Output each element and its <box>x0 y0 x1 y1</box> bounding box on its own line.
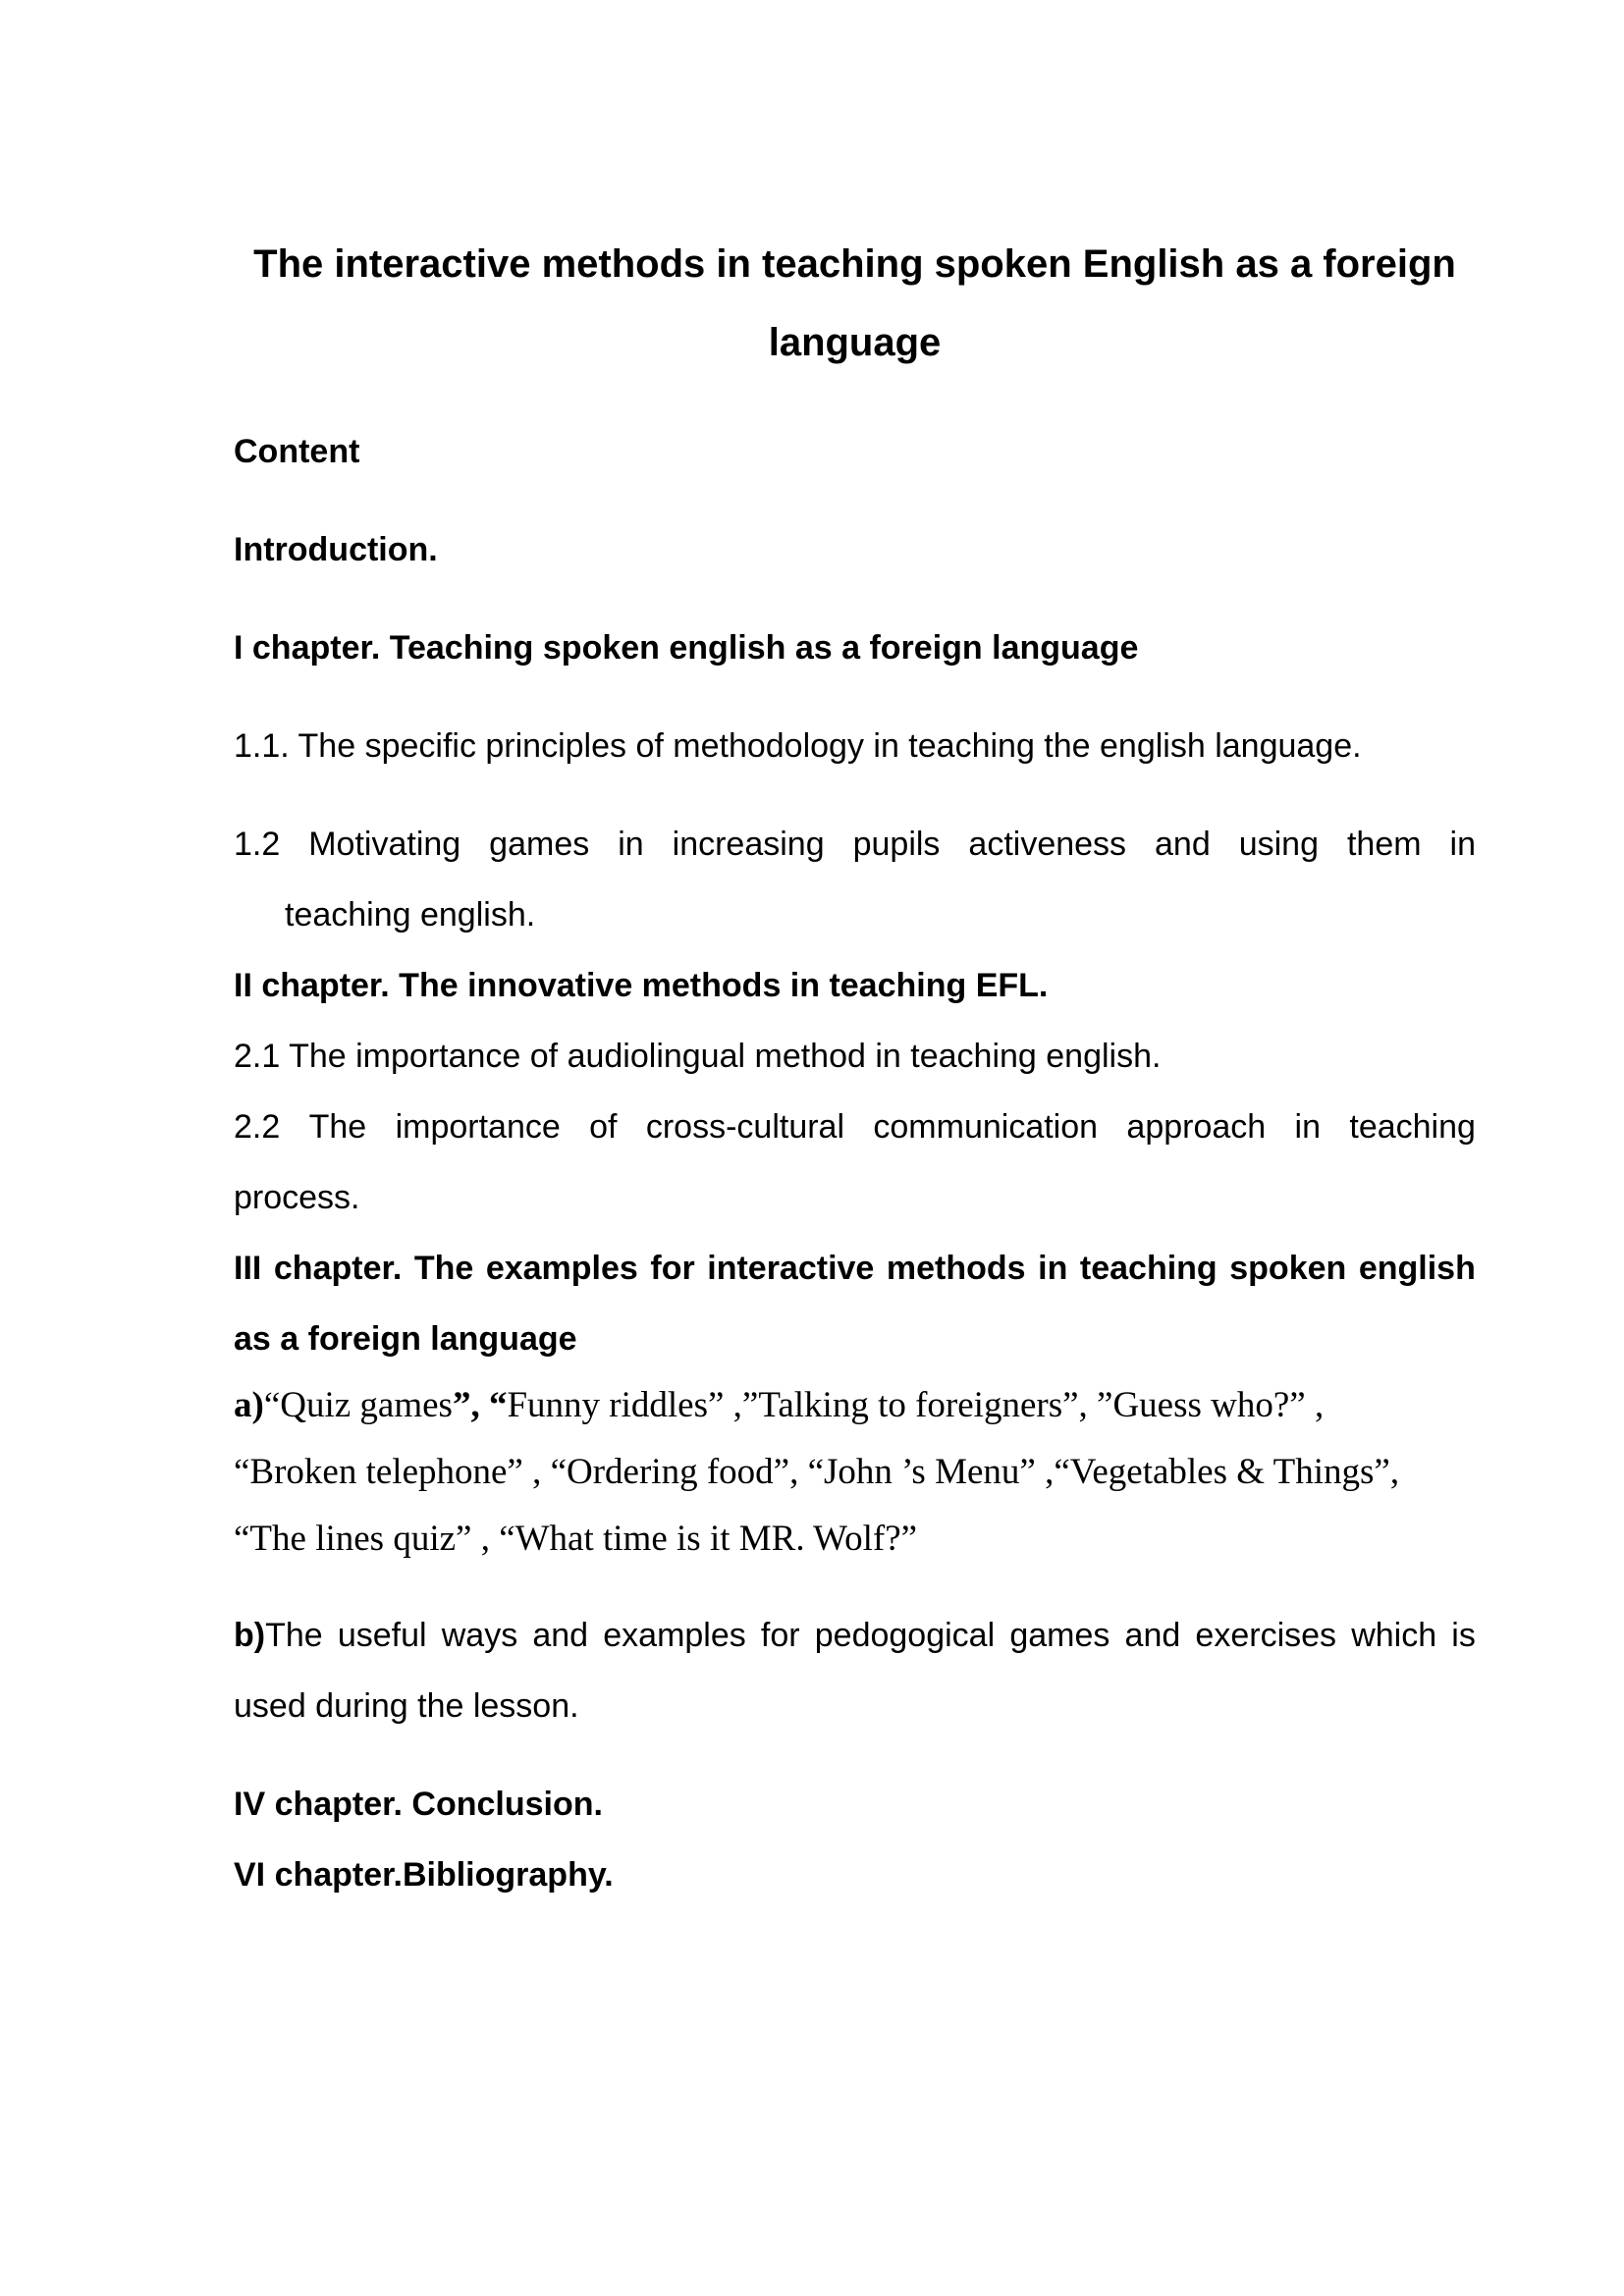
word: in <box>1038 1250 1068 1287</box>
section-2-2-continuation: process. <box>234 1179 360 1216</box>
word: teaching <box>1079 1250 1218 1287</box>
word: 2.2 <box>234 1108 281 1146</box>
section-1-1-entry: 1.1. The specific principles of methodology in teaching the english language. <box>234 727 1362 765</box>
word: is <box>1451 1617 1476 1654</box>
chapter-2-entry: II chapter. The innovative methods in teaching EFL. <box>234 967 1049 1004</box>
word <box>234 1616 323 1655</box>
word: in <box>618 826 644 863</box>
word: useful <box>337 1617 427 1654</box>
word: approach <box>1126 1108 1267 1146</box>
item-a-text-part-2: Funny riddles” ,”Talking to foreigners”, ”Guess who?” , <box>507 1385 1325 1425</box>
item-a-label: a) <box>234 1385 264 1425</box>
word: chapter. <box>273 1250 403 1287</box>
word: ways <box>441 1617 518 1654</box>
document-title-line-1: The interactive methods in teaching spoken English as a foreign <box>253 242 1456 286</box>
word: and <box>532 1617 589 1654</box>
word: Motivating <box>308 826 461 863</box>
introduction-entry: Introduction. <box>234 531 438 568</box>
word: examples <box>603 1617 746 1654</box>
item-a-line-3: “The lines quiz” , “What time is it MR. Wolf?” <box>234 1519 918 1559</box>
word: pupils <box>852 826 941 863</box>
word: importance <box>395 1108 561 1146</box>
section-2-2-entry <box>234 1107 1476 1147</box>
word: for <box>650 1250 695 1287</box>
word: and <box>1124 1617 1181 1654</box>
word: The <box>308 1108 367 1146</box>
document-title-line-2: language <box>768 321 942 364</box>
word: in <box>1449 826 1476 863</box>
item-b-label: b) <box>234 1617 266 1654</box>
word: communication <box>873 1108 1099 1146</box>
item-b-line-1 <box>234 1616 1476 1655</box>
item-b-line-2: used during the lesson. <box>234 1687 579 1725</box>
word: and <box>1155 826 1211 863</box>
word: The <box>413 1250 474 1287</box>
word: for <box>760 1617 800 1654</box>
word: them <box>1346 826 1422 863</box>
word: exercises <box>1195 1617 1337 1654</box>
item-a-line-1 <box>234 1386 1324 1425</box>
chapter-1-entry: I chapter. Teaching spoken english as a foreign language <box>234 629 1139 667</box>
word: The <box>265 1617 323 1654</box>
word: increasing <box>672 826 825 863</box>
word: 1.2 <box>234 826 281 863</box>
section-1-2-entry <box>234 825 1476 864</box>
section-2-1-entry: 2.1 The importance of audiolingual method in teaching english. <box>234 1038 1162 1075</box>
word: games <box>1009 1617 1110 1654</box>
chapter-6-entry: VI chapter.Bibliography. <box>234 1856 614 1894</box>
chapter-4-entry: IV chapter. Conclusion. <box>234 1786 603 1823</box>
section-1-2-continuation: teaching english. <box>285 896 536 934</box>
word: teaching <box>1349 1108 1476 1146</box>
word: III <box>234 1250 262 1287</box>
word: of <box>589 1108 618 1146</box>
word: cross-cultural <box>645 1108 845 1146</box>
chapter-3-continuation: as a foreign language <box>234 1320 577 1358</box>
word: activeness <box>968 826 1127 863</box>
word: interactive <box>707 1250 875 1287</box>
word: in <box>1294 1108 1322 1146</box>
word: methods <box>886 1250 1026 1287</box>
word: which <box>1351 1617 1437 1654</box>
word: examples <box>485 1250 638 1287</box>
item-a-line-2: “Broken telephone” , “Ordering food”, “John ’s Menu” ,“Vegetables & Things”, <box>234 1452 1400 1492</box>
word: spoken <box>1229 1250 1347 1287</box>
word: games <box>489 826 590 863</box>
chapter-3-entry <box>234 1249 1476 1288</box>
content-heading: Content <box>234 433 360 470</box>
item-a-bold-quotes: ”, “ <box>452 1385 508 1425</box>
word: english <box>1358 1250 1476 1287</box>
word: pedogogical <box>814 1617 996 1654</box>
word: using <box>1238 826 1319 863</box>
item-a-text-part-1: “Quiz games <box>263 1385 453 1425</box>
